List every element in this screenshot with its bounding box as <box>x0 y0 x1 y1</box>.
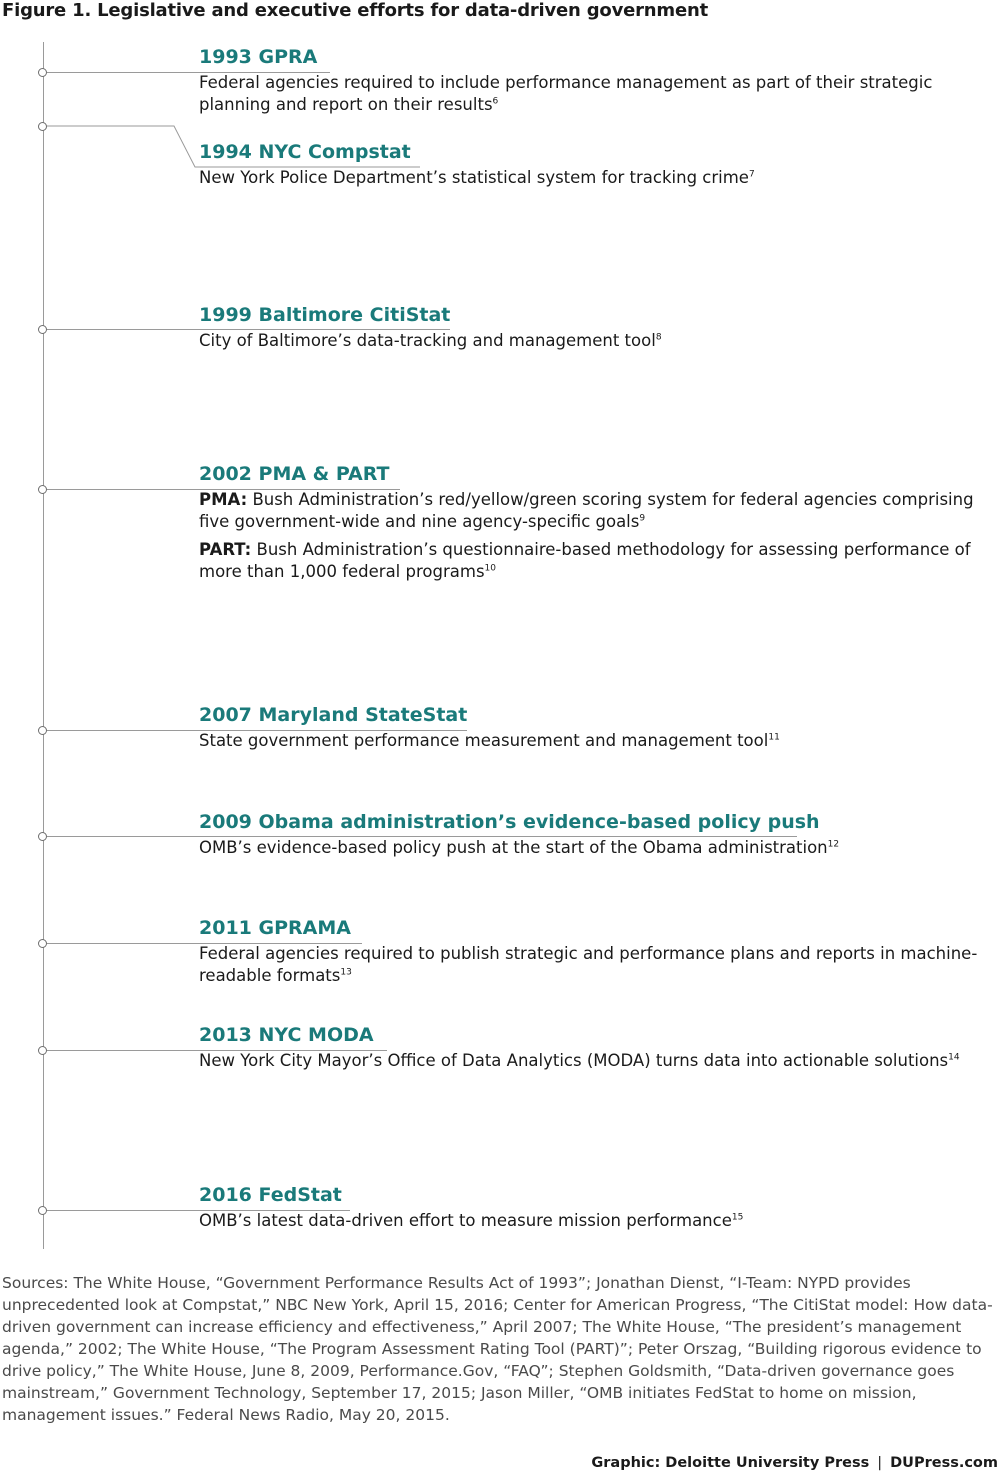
footnote-ref: 14 <box>948 1052 960 1063</box>
event-description <box>199 167 994 189</box>
event-name: NYC Compstat <box>258 141 411 163</box>
event-heading <box>199 1022 994 1048</box>
event-year: 2007 <box>199 704 252 726</box>
description-text: New York Police Department’s statistical system for tracking crime <box>199 168 749 187</box>
sources-note: Sources: The White House, “Government Performance Results Act of 1993”; Jonathan Dienst, “I-Team: NYPD provides unprecedented look at Compstat,” NBC New York, April 15, 2016; Center for American Progress, “The CitiStat model: How data-driven government can increase efficiency and effectiveness,” April 2007; The White House, “The president’s management agenda,” 2002; The White House, “The Program Assessment Rating Tool (PART)”; Peter Orszag, “Building rigorous evidence to drive policy,” The White House, June 8, 2009, Performance.Gov, “FAQ”; Stephen Goldsmith, “Data-driven governance goes mainstream,” Government Technology, September 17, 2015; Jason Miller, “OMB initiates FedStat to home on mission, management issues.” Federal News Radio, May 20, 2015. <box>2 1274 993 1424</box>
description-text: Federal agencies required to publish strategic and performance plans and reports in machine-readable formats <box>199 944 978 985</box>
description-text: State government performance measurement and management tool <box>199 731 769 750</box>
timeline-event-2009 <box>199 809 994 859</box>
footnote-ref: 13 <box>340 967 352 978</box>
timeline-node-2013 <box>38 1046 47 1055</box>
event-year: 2009 <box>199 811 252 833</box>
event-name: PMA & PART <box>258 463 390 485</box>
event-name: NYC MODA <box>258 1024 374 1046</box>
footnote-ref: 10 <box>484 563 496 574</box>
timeline-event-2007 <box>199 702 994 752</box>
timeline-event-2002 <box>199 461 994 583</box>
footnote-ref: 12 <box>827 839 840 850</box>
event-heading <box>199 809 994 835</box>
event-description <box>199 1210 994 1232</box>
event-year: 2002 <box>199 463 252 485</box>
timeline-event-1993 <box>199 44 994 116</box>
description-text: City of Baltimore’s data-tracking and management tool <box>199 331 656 350</box>
description-text: OMB’s evidence-based policy push at the start of the Obama administration <box>199 838 828 857</box>
event-name: Obama administration’s evidence-based policy push <box>258 811 820 833</box>
footnote-ref: 9 <box>639 513 646 524</box>
event-name: GPRA <box>258 46 318 68</box>
credit-separator: | <box>877 1455 883 1471</box>
event-heading <box>199 461 994 487</box>
timeline-node-1999 <box>38 325 47 334</box>
event-name: GPRAMA <box>258 917 351 939</box>
event-name: Baltimore CitiStat <box>258 304 451 326</box>
timeline-node-2002 <box>38 485 47 494</box>
footnote-ref: 7 <box>748 169 755 180</box>
event-heading <box>199 302 994 328</box>
event-year: 1993 <box>199 46 252 68</box>
event-year: 1999 <box>199 304 252 326</box>
description-text: Federal agencies required to include performance management as part of their strategic planning and report on their results <box>199 73 933 114</box>
event-heading <box>199 44 994 70</box>
timeline-node-2009 <box>38 832 47 841</box>
event-description <box>199 837 994 859</box>
description-text: New York City Mayor’s Office of Data Analytics (MODA) turns data into actionable solutions <box>199 1051 949 1070</box>
timeline-node-2016 <box>38 1206 47 1215</box>
event-year: 1994 <box>199 141 252 163</box>
event-description <box>199 1050 994 1072</box>
description-lead: PART: <box>199 540 252 559</box>
event-year: 2013 <box>199 1024 252 1046</box>
event-heading <box>199 915 994 941</box>
figure-title: Figure 1. Legislative and executive efforts for data-driven government <box>2 0 709 21</box>
description-text: Bush Administration’s red/yellow/green scoring system for federal agencies comprising five government-wide and nine agency-specific goals <box>199 490 974 531</box>
event-description <box>199 539 994 583</box>
timeline-event-1994 <box>199 139 994 189</box>
event-description <box>199 489 994 533</box>
footnote-ref: 15 <box>731 1212 744 1223</box>
footnote-ref: 6 <box>492 96 499 107</box>
timeline-node-2011 <box>38 939 47 948</box>
timeline-event-2013 <box>199 1022 994 1072</box>
timeline-node-2007 <box>38 726 47 735</box>
event-heading <box>199 1182 994 1208</box>
event-description <box>199 330 994 352</box>
footnote-ref: 11 <box>768 732 780 743</box>
graphic-credit <box>591 1455 998 1471</box>
event-heading <box>199 139 994 165</box>
description-lead: PMA: <box>199 490 248 509</box>
timeline-node-1994 <box>38 122 47 131</box>
timeline-event-1999 <box>199 302 994 352</box>
event-name: Maryland StateStat <box>258 704 468 726</box>
event-year: 2011 <box>199 917 252 939</box>
event-description <box>199 943 994 987</box>
description-text: OMB’s latest data-driven effort to measure mission performance <box>199 1211 732 1230</box>
timeline-node-1993 <box>38 68 47 77</box>
timeline-event-2011 <box>199 915 994 987</box>
description-text: Bush Administration’s questionnaire-based methodology for assessing performance of more than 1,000 federal programs <box>199 540 971 581</box>
event-heading <box>199 702 994 728</box>
timeline-event-2016 <box>199 1182 994 1232</box>
event-description <box>199 730 994 752</box>
event-description <box>199 72 994 116</box>
footnote-ref: 8 <box>655 332 662 343</box>
event-name: FedStat <box>258 1184 342 1206</box>
credit-site: DUPress.com <box>890 1455 998 1471</box>
credit-graphic: Graphic: Deloitte University Press <box>591 1455 870 1471</box>
event-year: 2016 <box>199 1184 252 1206</box>
